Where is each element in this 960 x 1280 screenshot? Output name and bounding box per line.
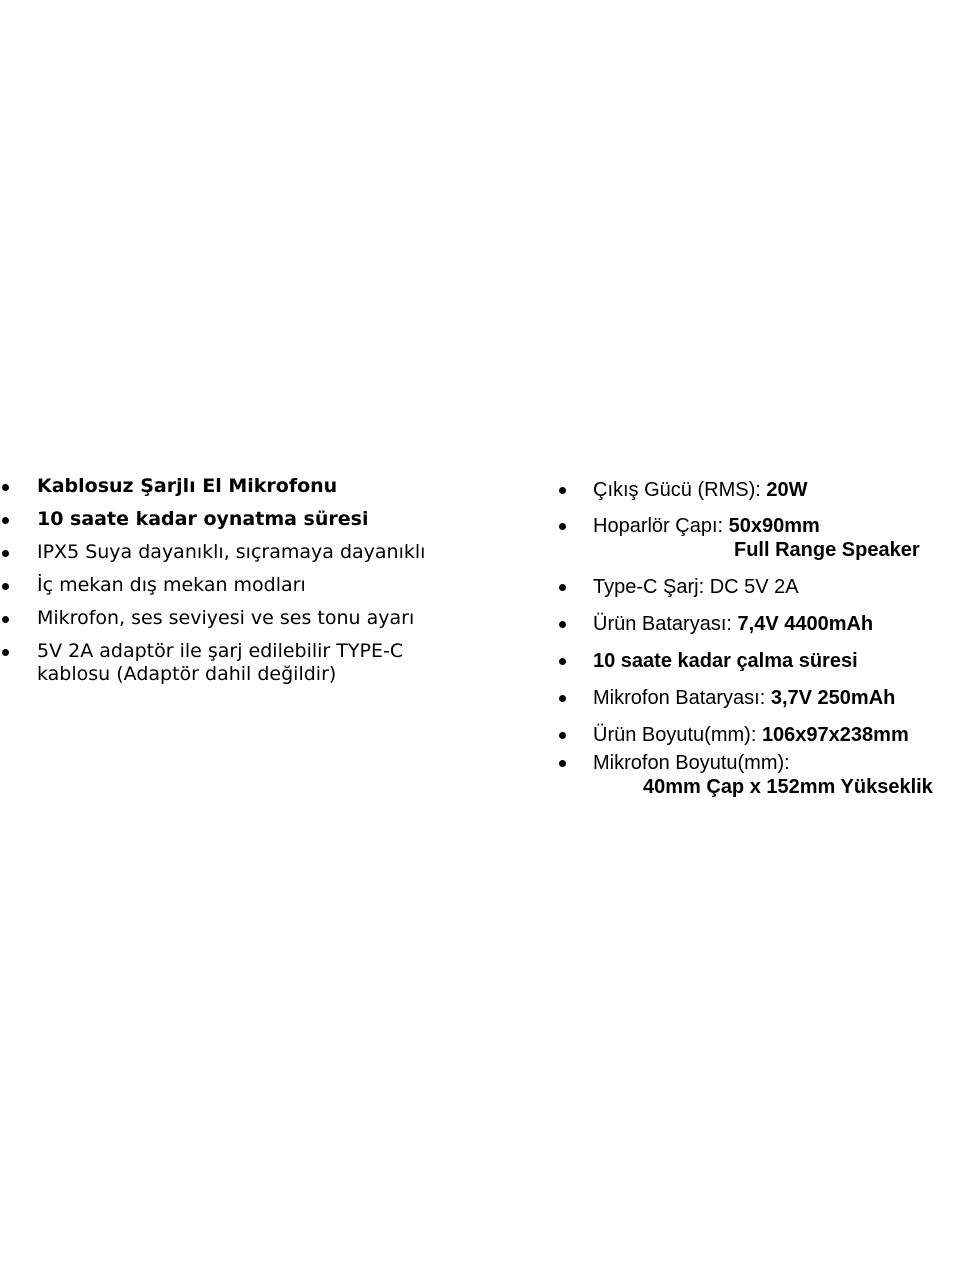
feature-item-modes xyxy=(0,574,520,597)
bullet-icon xyxy=(559,621,566,628)
spec-label: Çıkış Gücü (RMS): xyxy=(593,479,767,501)
feature-list xyxy=(0,475,520,686)
bullet-icon xyxy=(2,517,9,524)
spec-label: Mikrofon Boyutu(mm): xyxy=(593,752,790,774)
feature-item-adjustments xyxy=(0,607,520,630)
bullet-icon xyxy=(559,658,566,665)
spec-value: 10 saate kadar çalma süresi xyxy=(593,650,858,672)
spec-item-product-battery xyxy=(555,612,960,636)
feature-item-ipx5 xyxy=(0,541,520,564)
feature-text: İç mekan dış mekan modları xyxy=(37,574,306,596)
feature-text: IPX5 Suya dayanıklı, sıçramaya dayanıklı xyxy=(37,541,426,563)
feature-item-type-c xyxy=(0,640,520,686)
spec-value-secondary: Full Range Speaker xyxy=(734,539,920,561)
spec-item-playtime xyxy=(555,649,960,673)
spec-label: Ürün Bataryası: xyxy=(593,613,738,635)
feature-item-playtime xyxy=(0,508,520,531)
spec-list xyxy=(555,478,960,799)
spec-value: 50x90mm xyxy=(728,515,820,537)
bullet-icon xyxy=(2,616,9,623)
spec-item-mic-size xyxy=(555,751,960,799)
feature-text: 10 saate kadar oynatma süresi xyxy=(37,508,369,530)
spec-value: 3,7V 250mAh xyxy=(770,687,896,709)
spec-item-product-size xyxy=(555,723,960,747)
bullet-icon xyxy=(2,583,9,590)
bullet-icon xyxy=(2,649,9,656)
spec-label: Ürün Boyutu(mm): xyxy=(593,724,762,746)
feature-text-line2: kablosu (Adaptör dahil değildir) xyxy=(37,663,337,685)
spec-item-speaker-diameter xyxy=(555,514,960,562)
feature-item-wireless-mic xyxy=(0,475,520,498)
bullet-icon xyxy=(559,523,566,530)
spec-label: Mikrofon Bataryası: xyxy=(593,687,771,709)
spec-value: 106x97x238mm xyxy=(761,724,909,746)
bullet-icon xyxy=(559,760,566,767)
spec-value: 7,4V 4400mAh xyxy=(737,613,874,635)
spec-label: Type-C Şarj: DC 5V 2A xyxy=(593,576,799,598)
feature-text: Mikrofon, ses seviyesi ve ses tonu ayarı xyxy=(37,607,415,629)
bullet-icon xyxy=(559,487,566,494)
feature-text-line1: 5V 2A adaptör ile şarj edilebilir TYPE-C xyxy=(37,640,404,662)
spec-label: Hoparlör Çapı: xyxy=(593,515,729,537)
bullet-icon xyxy=(2,484,9,491)
bullet-icon xyxy=(559,732,566,739)
spec-value-secondary: 40mm Çap x 152mm Yükseklik xyxy=(643,776,933,798)
spec-item-mic-battery xyxy=(555,686,960,710)
bullet-icon xyxy=(559,695,566,702)
bullet-icon xyxy=(2,550,9,557)
spec-value: 20W xyxy=(766,479,808,501)
feature-text: Kablosuz Şarjlı El Mikrofonu xyxy=(37,475,338,497)
spec-item-type-c-charge xyxy=(555,575,960,599)
spec-item-output-power xyxy=(555,478,960,502)
bullet-icon xyxy=(559,584,566,591)
